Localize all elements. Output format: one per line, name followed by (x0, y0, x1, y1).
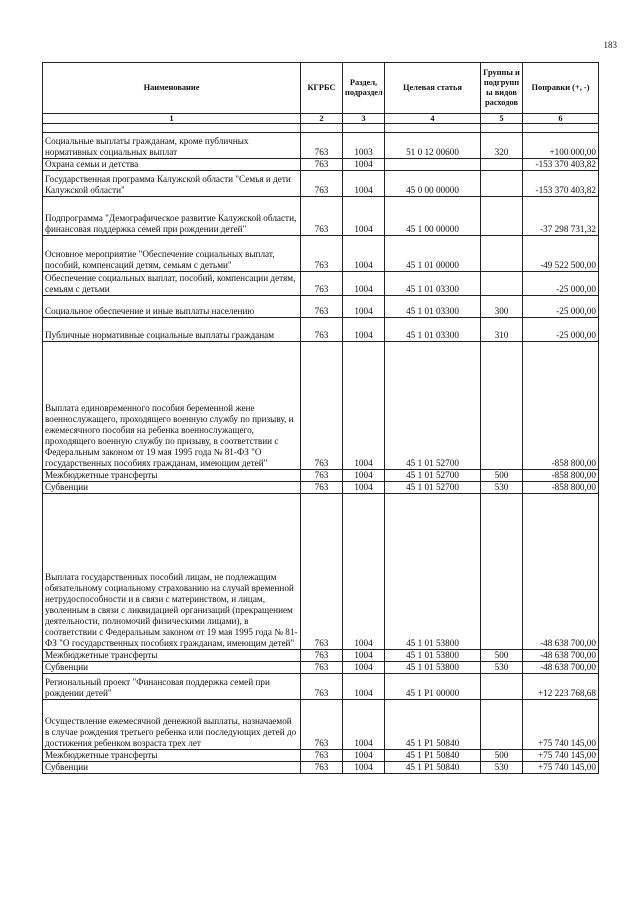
row-target-article: 45 1 01 53800 (385, 662, 481, 674)
row-amount: -153 370 403,82 (523, 171, 599, 197)
row-expense-group: 530 (481, 662, 523, 674)
row-section: 1004 (343, 342, 385, 470)
row-name: Региональный проект "Финансовая поддержка семей при рождении детей" (43, 674, 301, 700)
row-expense-group (481, 342, 523, 470)
row-kgrbs: 763 (301, 700, 343, 750)
row-target-article: 51 0 12 00600 (385, 133, 481, 159)
row-amount: -25 000,00 (523, 272, 599, 296)
row-name: Обеспечение социальных выплат, пособий, компенсации детям, семьям с детьми (43, 272, 301, 296)
row-target-article: 45 1 01 53800 (385, 494, 481, 650)
budget-table (42, 62, 599, 774)
table-header-row (43, 63, 599, 114)
page-number: 183 (603, 40, 617, 50)
row-kgrbs: 763 (301, 342, 343, 470)
table-row (43, 762, 599, 774)
table-row (43, 470, 599, 482)
row-name: Государственная программа Калужской области "Семья и дети Калужской области" (43, 171, 301, 197)
header-kgrbs: КГРБС (301, 63, 343, 114)
column-number: 6 (523, 114, 599, 124)
row-name: Охрана семьи и детства (43, 159, 301, 171)
row-amount: -858 800,00 (523, 482, 599, 494)
table-row (43, 674, 599, 700)
row-target-article: 45 1 01 53800 (385, 650, 481, 662)
row-expense-group: 530 (481, 482, 523, 494)
column-number: 1 (43, 114, 301, 124)
header-amendments: Поправки (+, -) (523, 63, 599, 114)
row-kgrbs: 763 (301, 159, 343, 171)
row-section: 1004 (343, 750, 385, 762)
row-section: 1004 (343, 650, 385, 662)
row-name: Субвенции (43, 482, 301, 494)
row-kgrbs: 763 (301, 171, 343, 197)
row-name: Субвенции (43, 662, 301, 674)
row-expense-group (481, 494, 523, 650)
row-expense-group: 300 (481, 296, 523, 318)
row-name: Публичные нормативные социальные выплаты гражданам (43, 318, 301, 342)
table-row (43, 342, 599, 470)
row-target-article: 45 1 01 03300 (385, 272, 481, 296)
row-amount: -49 522 500,00 (523, 236, 599, 272)
row-target-article: 45 1 01 00000 (385, 236, 481, 272)
row-kgrbs: 763 (301, 494, 343, 650)
table-row (43, 482, 599, 494)
table-row (43, 494, 599, 650)
row-kgrbs: 763 (301, 482, 343, 494)
header-groups: Группы и подгрупп ы видов расходов (481, 63, 523, 114)
row-kgrbs: 763 (301, 296, 343, 318)
row-name: Социальные выплаты гражданам, кроме публичных нормативных социальных выплат (43, 133, 301, 159)
row-target-article: 45 1 P1 50840 (385, 700, 481, 750)
row-expense-group (481, 159, 523, 171)
table-row (43, 650, 599, 662)
row-expense-group: 500 (481, 470, 523, 482)
row-amount: +12 223 768,68 (523, 674, 599, 700)
row-target-article (385, 159, 481, 171)
row-expense-group: 500 (481, 750, 523, 762)
header-target: Целевая статья (385, 63, 481, 114)
row-expense-group (481, 674, 523, 700)
row-amount: -858 800,00 (523, 470, 599, 482)
table-row (43, 700, 599, 750)
row-kgrbs: 763 (301, 674, 343, 700)
row-kgrbs: 763 (301, 650, 343, 662)
row-amount: -25 000,00 (523, 296, 599, 318)
row-kgrbs: 763 (301, 662, 343, 674)
spacer-row (43, 124, 599, 133)
row-section: 1004 (343, 159, 385, 171)
row-kgrbs: 763 (301, 272, 343, 296)
row-expense-group: 320 (481, 133, 523, 159)
row-name: Выплата государственных пособий лицам, не подлежащим обязательному социальному страхованию на случай временной нетрудоспособности и в связи с материнством, и лицам, уволенным в связи с ликвидацией организаций (прекращением деятельности, полномочий физическими лицами), в соответствии с Федеральным законом от 19 мая 1995 года № 81-ФЗ "О государственных пособиях гражданам, имеющим детей" (43, 494, 301, 650)
row-amount: +75 740 145,00 (523, 762, 599, 774)
table-row (43, 750, 599, 762)
row-section: 1004 (343, 762, 385, 774)
row-expense-group: 310 (481, 318, 523, 342)
row-kgrbs: 763 (301, 133, 343, 159)
column-number: 2 (301, 114, 343, 124)
row-target-article: 45 1 01 52700 (385, 470, 481, 482)
table-row (43, 159, 599, 171)
row-name: Субвенции (43, 762, 301, 774)
column-number: 3 (343, 114, 385, 124)
row-section: 1004 (343, 482, 385, 494)
row-amount: -37 298 731,32 (523, 197, 599, 236)
row-section: 1004 (343, 296, 385, 318)
row-amount: +100 000,00 (523, 133, 599, 159)
row-section: 1004 (343, 171, 385, 197)
table-row (43, 318, 599, 342)
row-target-article: 45 1 P1 50840 (385, 750, 481, 762)
row-section: 1004 (343, 318, 385, 342)
row-amount: -48 638 700,00 (523, 650, 599, 662)
row-expense-group: 500 (481, 650, 523, 662)
column-number: 5 (481, 114, 523, 124)
row-expense-group (481, 171, 523, 197)
row-section: 1004 (343, 662, 385, 674)
row-kgrbs: 763 (301, 197, 343, 236)
row-section: 1003 (343, 133, 385, 159)
row-target-article: 45 1 01 03300 (385, 318, 481, 342)
row-name: Межбюджетные трансферты (43, 650, 301, 662)
table-row (43, 171, 599, 197)
table-body (43, 133, 599, 774)
row-target-article: 45 1 00 00000 (385, 197, 481, 236)
header-section: Раздел, подраздел (343, 63, 385, 114)
row-amount: +75 740 145,00 (523, 700, 599, 750)
row-kgrbs: 763 (301, 236, 343, 272)
table-row (43, 272, 599, 296)
row-expense-group (481, 197, 523, 236)
row-name: Основное мероприятие "Обеспечение социальных выплат, пособий, компенсаций детям, семьям с детьми" (43, 236, 301, 272)
row-section: 1004 (343, 700, 385, 750)
row-target-article: 45 1 P1 50840 (385, 762, 481, 774)
row-target-article: 45 1 01 52700 (385, 482, 481, 494)
row-target-article: 45 1 01 52700 (385, 342, 481, 470)
row-name: Подпрограмма "Демографическое развитие Калужской области, финансовая поддержка семей при рождении детей" (43, 197, 301, 236)
row-name: Социальное обеспечение и иные выплаты населению (43, 296, 301, 318)
row-kgrbs: 763 (301, 470, 343, 482)
row-name: Выплата единовременного пособия беременной жене военнослужащего, проходящего военную службу по призыву, и ежемесячного пособия на ребенка военнослужащего, проходящего военную службу по призыву, в соответствии с Федеральным законом от 19 мая 1995 года № 81-ФЗ "О государственных пособиях гражданам, имеющим детей" (43, 342, 301, 470)
row-name: Межбюджетные трансферты (43, 470, 301, 482)
row-target-article: 45 1 P1 00000 (385, 674, 481, 700)
row-section: 1004 (343, 470, 385, 482)
row-target-article: 45 0 00 00000 (385, 171, 481, 197)
table-row (43, 133, 599, 159)
row-section: 1004 (343, 272, 385, 296)
row-amount: -858 800,00 (523, 342, 599, 470)
row-expense-group (481, 700, 523, 750)
row-kgrbs: 763 (301, 762, 343, 774)
row-section: 1004 (343, 494, 385, 650)
table-row (43, 296, 599, 318)
row-section: 1004 (343, 197, 385, 236)
row-name: Межбюджетные трансферты (43, 750, 301, 762)
row-expense-group (481, 236, 523, 272)
column-number-row (43, 114, 599, 124)
table-row (43, 662, 599, 674)
column-number: 4 (385, 114, 481, 124)
row-kgrbs: 763 (301, 750, 343, 762)
row-name: Осуществление ежемесячной денежной выплаты, назначаемой в случае рождения третьего ребенка или последующих детей до достижения ребенком возраста трех лет (43, 700, 301, 750)
row-amount: -25 000,00 (523, 318, 599, 342)
row-amount: -48 638 700,00 (523, 662, 599, 674)
row-expense-group: 530 (481, 762, 523, 774)
row-amount: +75 740 145,00 (523, 750, 599, 762)
row-section: 1004 (343, 674, 385, 700)
row-section: 1004 (343, 236, 385, 272)
header-name: Наименование (43, 63, 301, 114)
row-amount: -48 638 700,00 (523, 494, 599, 650)
row-kgrbs: 763 (301, 318, 343, 342)
table-row (43, 197, 599, 236)
table-row (43, 236, 599, 272)
row-amount: -153 370 403,82 (523, 159, 599, 171)
row-target-article: 45 1 01 03300 (385, 296, 481, 318)
row-expense-group (481, 272, 523, 296)
